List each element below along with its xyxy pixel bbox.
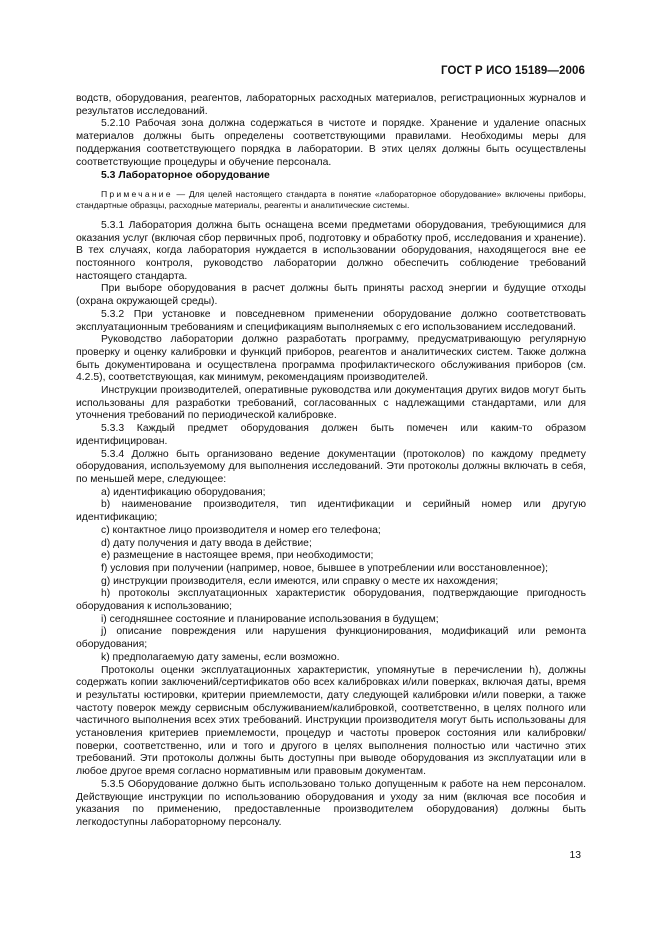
paragraph-5-2-10: 5.2.10 Рабочая зона должна содержаться в чистоте и порядке. Хранение и удаление опасных материалов должны быть определены соответствующими правилами. Необходимы меры для поддержания соответствующего порядка в лаборатории. В этих целях должны быть осуществлены соответствующие процедуры и обучение персонала. [76,118,586,168]
list-item-c: c) контактное лицо производителя и номер его телефона; [101,524,381,536]
note-text: — Для целей настоящего стандарта в понятие «лабораторное оборудование» включены приборы, стандартные образцы, расходные материалы, реагенты и аналитические системы. [76,188,586,211]
paragraph-5-3-4: 5.3.4 Должно быть организовано ведение документации (протоколов) по каждому предмету оборудования, используемому для выполнения исследований. Эти протоколы должны включать в себя, по меньшей мере, следующее: [76,448,586,485]
paragraph-equipment-choice: При выборе оборудования в расчет должны быть приняты расход энергии и будущие отходы (охрана окружающей среды). [76,283,586,308]
note [76,189,586,212]
section-title: 5.3 Лабораторное оборудование [101,170,270,182]
list-item-j: j) описание повреждения или нарушения функционирования, модификаций или ремонта оборудования; [76,626,586,651]
paragraph-5-3-3: 5.3.3 Каждый предмет оборудования должен быть помечен или каким-то образом идентифицирован. [76,423,586,447]
list-item-a: a) идентификацию оборудования; [101,486,266,498]
page-body [76,93,586,830]
paragraph-5-3-5: 5.3.5 Оборудование должно быть использовано только допущенным к работе на нем персоналом. Действующие инструкции по использованию оборудования и уходу за ним (включая все пособия и указания по применению, предоставленные производителем оборудования) должны быть легкодоступны лабораторному персоналу. [76,778,586,828]
paragraph-5-3-1: 5.3.1 Лаборатория должна быть оснащена всеми предметами оборудования, требующимися для оказания услуг (включая сбор первичных проб, подготовку и обработку проб, исследования и хранение). В тех случаях, когда лаборатория нуждается в использовании оборудования, находящегося вне ее постоянного контроля, руководство лаборатории должно обеспечить соблюдение требований настоящего стандарта. [76,219,586,282]
paragraph-continuation: водств, оборудования, реагентов, лабораторных расходных материалов, регистрационных журналов и результатов исследований. [76,93,586,117]
paragraph-5-3-2: 5.3.2 При установке и повседневном применении оборудование должно соответствовать эксплуатационным требованиям и спецификациям выполняемых с его использованием исследований. [76,308,586,333]
paragraph-protocols: Протоколы оценки эксплуатационных характеристик, упомянутые в перечислении h), должны содержать копии заключений/сертификатов обо всех калибровках и/или поверках, включая даты, время и результаты юстировки, критерии приемлемости, дату следующей калибровки и/или поверки, а также частоту поверок между сервисным обслуживанием/калибровкой, соответственно, в целях полного или частичного выполнения всех этих требований. Инструкции производителя могут быть использованы для установления критериев приемлемости, процедур и частоты проверок состояния или калибровки/поверки, соответственно, или и того и другого в целях выполнения полностью или частично этих требований. Эти протоколы должны быть доступны при выводе оборудования из эксплуатации или в любое другое время согласно нормативным или правовым документам. [76,664,586,778]
list-item-d: d) дату получения и дату ввода в действие; [101,537,312,549]
document-header: ГОСТ Р ИСО 15189—2006 [440,65,585,77]
list-item-h: h) протоколы эксплуатационных характеристик оборудования, подтверждающие пригодность оборудования к использованию; [76,588,586,613]
page-number: 13 [569,850,581,861]
list-item-f: f) условия при получении (например, новое, бывшее в употреблении или восстановленное); [101,562,549,574]
paragraph-instructions: Инструкции производителей, оперативные руководства или документация других видов могут быть использованы для разработки требований, согласованных с надлежащими стандартами, или для уточнения требований по периодической калибровке. [76,385,586,422]
paragraph-management: Руководство лаборатории должно разработать программу, предусматривающую регулярную проверку и оценку калибровки и функций приборов, реагентов и аналитических систем. Также должна быть документирована и осуществлена программа профилактического обслуживания приборов (см. 4.2.5), соответствующая, как минимум, рекомендациям производителей. [76,334,586,384]
list-item-i: i) сегодняшнее состояние и планирование использования в будущем; [101,613,439,625]
list-item-e: e) размещение в настоящее время, при необходимости; [101,550,374,562]
list-item-b: b) наименование производителя, тип идентификации и серийный номер или другую идентификацию; [76,499,586,524]
list-item-g: g) инструкции производителя, если имеются, или справку о месте их нахождения; [101,575,499,587]
note-label: Примечание [101,188,173,199]
list-item-k: k) предполагаемую дату замены, если возможно. [101,651,340,663]
